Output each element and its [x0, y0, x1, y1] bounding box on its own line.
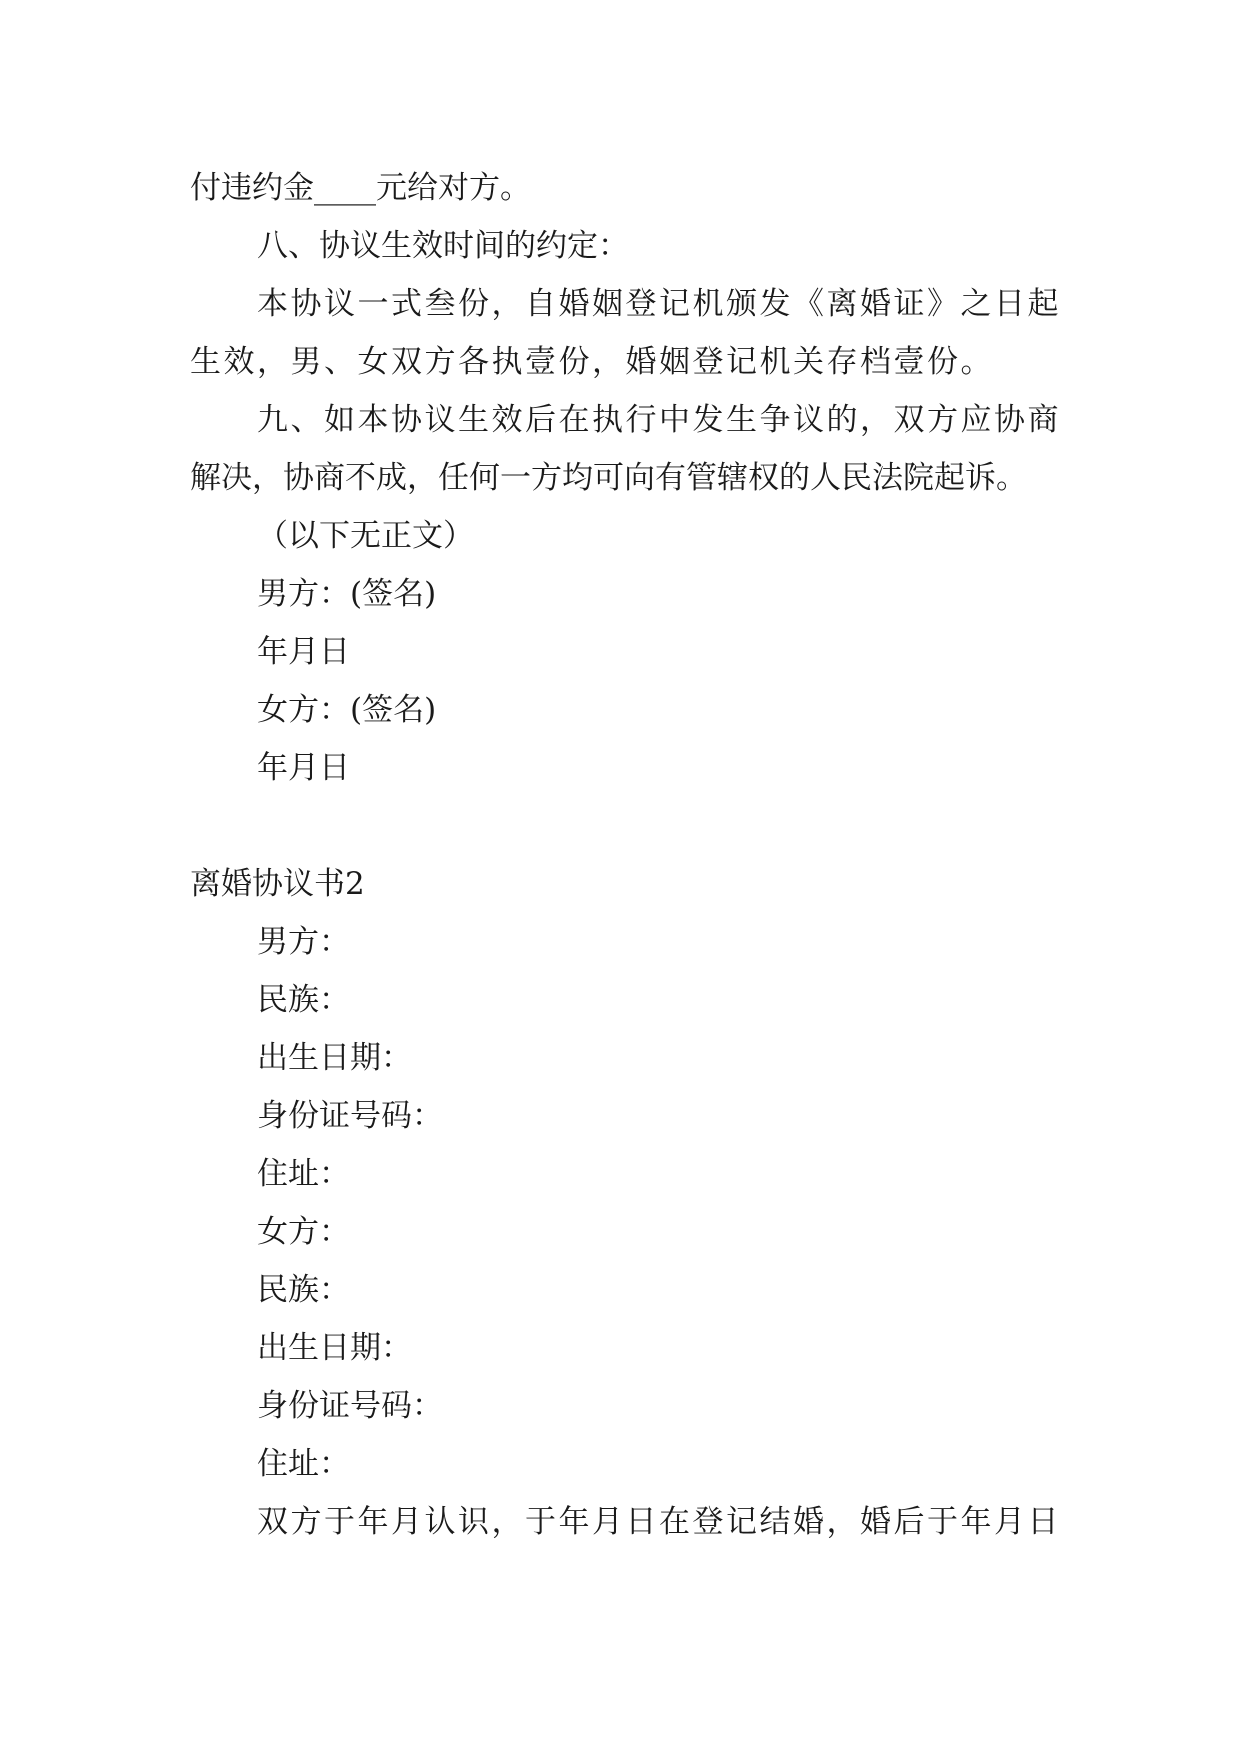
male-ethnicity-field: 民族： [257, 982, 350, 1018]
text-line-effective: 生效，男、女双方各执壹份，婚姻登记机关存档壹份。 [190, 344, 994, 380]
section-8-heading: 八、协议生效时间的约定： [257, 228, 629, 264]
female-party-field: 女方： [257, 1214, 350, 1250]
female-ethnicity-field: 民族： [257, 1272, 350, 1308]
male-party-field: 男方： [257, 924, 350, 960]
male-signature-date: 年月日 [257, 634, 350, 670]
section-9-heading: 九、如本协议生效后在执行中发生争议的，双方应协商 [257, 402, 1061, 438]
male-birthdate-field: 出生日期： [257, 1040, 412, 1076]
male-id-field: 身份证号码： [257, 1098, 443, 1134]
marriage-history-line: 双方于年月认识，于年月日在登记结婚，婚后于年月日 [257, 1504, 1061, 1540]
male-signature: 男方：(签名) [257, 576, 437, 612]
no-more-text: （以下无正文） [257, 518, 474, 554]
document-title: 离婚协议书2 [190, 866, 365, 902]
text-line-dispute: 解决，协商不成，任何一方均可向有管辖权的人民法院起诉。 [190, 460, 1027, 496]
text-line-penalty: 付违约金____元给对方。 [190, 170, 531, 206]
text-line-copies: 本协议一式叁份，自婚姻登记机颁发《离婚证》之日起 [257, 286, 1061, 322]
female-signature-date: 年月日 [257, 750, 350, 786]
female-signature: 女方：(签名) [257, 692, 437, 728]
male-address-field: 住址： [257, 1156, 350, 1192]
female-birthdate-field: 出生日期： [257, 1330, 412, 1366]
female-address-field: 住址： [257, 1446, 350, 1482]
female-id-field: 身份证号码： [257, 1388, 443, 1424]
